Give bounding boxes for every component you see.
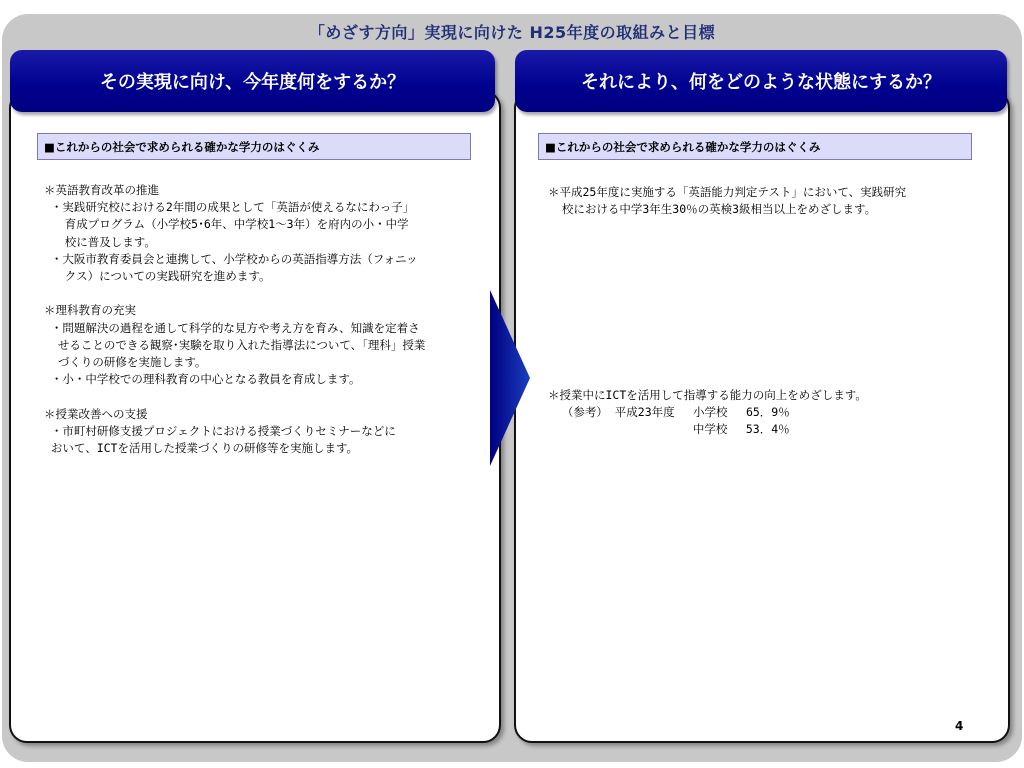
- left-body-text: ＊英語教育改革の推進 ・実践研究校における2年間の成果として「英語が使えるなにわっ子」 育成プログラム（小学校5･6年、中学校1～3年）を府内の小・中学 校に普及します。 ・大阪市教育委員会と連携して、小学校からの英語指導方法（フォニッ クス）についての実践研究を進めます。 ＊理科教育の充実 ・問題解決の過程を通して科学的な見方や考え方を育み、知識を定着さ せることのできる観察･実験を取り入れた指導法について、「理科」授業 づくりの研修を実施します。 ・小・中学校での理科教育の中心となる教員を育成します。 ＊授業改善への支援 ・市町村研修支援プロジェクトにおける授業づくりセミナーなどに おいて、ICTを活用した授業づくりの研修等を実施します。: [44, 183, 426, 456]
- right-arrow-icon: [490, 290, 530, 466]
- right-section-title: ■これからの社会で求められる確かな学力のはぐくみ: [538, 133, 972, 160]
- right-body-text-goal-english: ＊平成25年度に実施する「英語能力判定テスト」において、実践研究 校における中学3年生30％の英検3級相当以上をめざします。: [548, 185, 907, 217]
- left-panel-header-text: その実現に向け、今年度何をするか？: [99, 72, 406, 93]
- page-number: 4: [955, 719, 964, 733]
- left-panel-header: [10, 50, 495, 112]
- right-body-text-goal-ict: ＊授業中にICTを活用して指導する能力の向上をめざします。 （参考） 平成23年度 小学校 65．9％ 中学校 53．4％: [548, 388, 867, 437]
- right-panel-header-text: それにより、何をどのような状態にするか？: [581, 72, 941, 93]
- left-section-title: ■これからの社会で求められる確かな学力のはぐくみ: [37, 133, 471, 160]
- right-panel-header: [515, 50, 1007, 112]
- slide-title: 「めざす方向」実現に向けた H25年度の取組みと目標: [308, 23, 716, 42]
